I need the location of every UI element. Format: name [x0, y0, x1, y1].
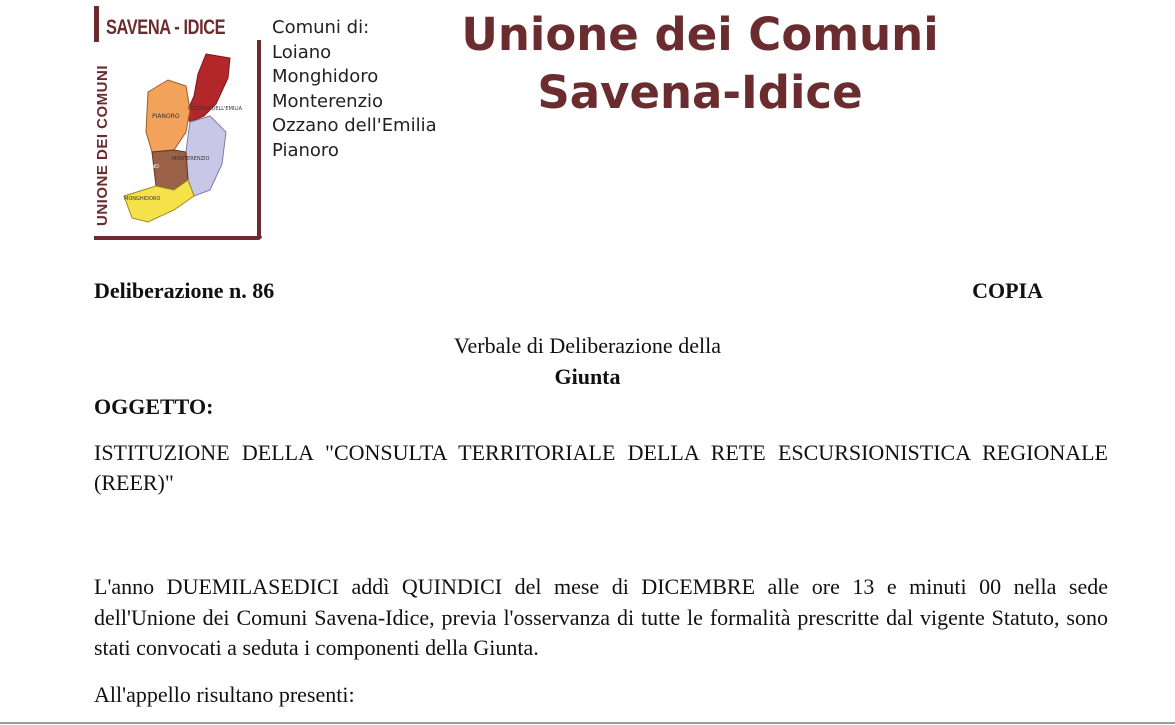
title-line-2: Savena-Idice — [537, 66, 863, 119]
territory-map — [118, 52, 258, 232]
verbale-line-1: Verbale di Deliberazione della — [454, 333, 721, 358]
map-label-monterenzio: MONTERENZIO — [172, 156, 210, 162]
subject-text: ISTITUZIONE DELLA "CONSULTA TERRITORIALE DELLA RETE ESCURSIONISTICA REGIONALE (REER)" — [94, 440, 1108, 495]
map-label-pianoro: PIANORO — [152, 113, 180, 120]
map-label-monghidoro: MONGHIDORO — [124, 196, 161, 202]
verbale-heading — [0, 330, 1175, 392]
logo-frame — [94, 6, 99, 42]
logo-brand-text: SAVENA - IDICE — [106, 16, 226, 39]
comune-item: Monterenzio — [272, 90, 384, 112]
deliberation-number: Deliberazione n. 86 — [94, 278, 275, 303]
map-label-ozzano: OZZANO DELL'EMILIA — [188, 106, 243, 112]
body-paragraph: L'anno DUEMILASEDICI addì QUINDICI del mese di DICEMBRE alle ore 13 e minuti 00 nella sede dell'Unione dei Comuni Savena-Idice, previa l'osservanza di tutte le formalità prescritte dal vigente Statuto, sono stati convocati a seduta i componenti della Giunta. — [94, 574, 1108, 660]
copy-label: COPIA — [972, 278, 1043, 303]
page-divider — [0, 722, 1175, 724]
comune-item: Pianoro — [272, 139, 339, 161]
comune-item: Monghidoro — [272, 66, 379, 87]
page-title — [400, 6, 1000, 122]
title-line-1: Unione dei Comuni — [461, 8, 939, 61]
map-label-loiano: LOIANO — [140, 164, 160, 170]
union-logo — [94, 4, 266, 240]
comune-item: Ozzano dell'Emilia — [272, 115, 437, 136]
comuni-heading: Comuni di: — [272, 17, 370, 38]
verbale-line-2: Giunta — [554, 364, 621, 389]
attendance-line: All'appello risultano presenti: — [94, 682, 355, 707]
comune-item: Loiano — [272, 41, 332, 63]
subject-label: OGGETTO: — [94, 394, 214, 419]
logo-vertical-text: UNIONE DEI COMUNI — [94, 64, 111, 226]
logo-frame — [94, 236, 262, 240]
